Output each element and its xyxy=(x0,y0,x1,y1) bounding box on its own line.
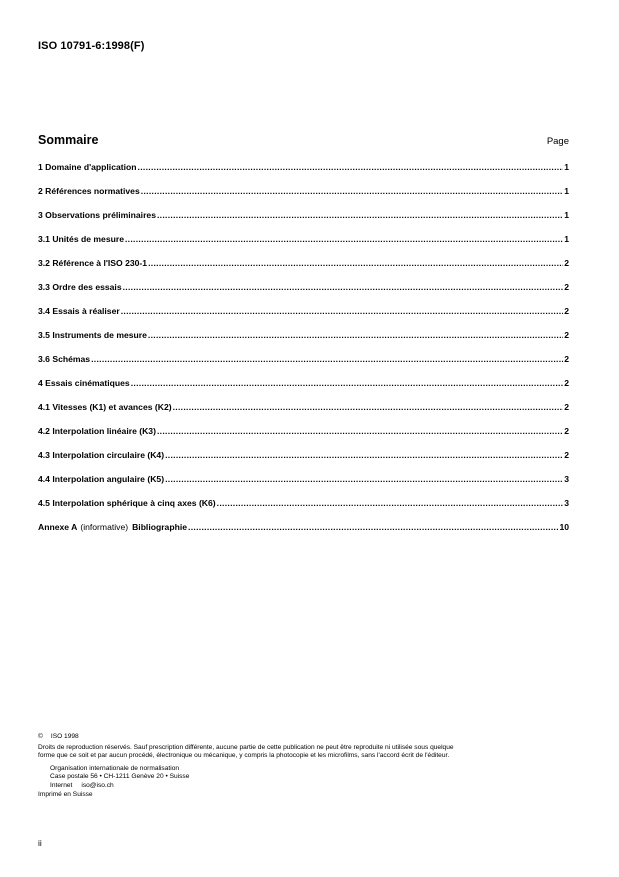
toc-entry-label: 3.6 Schémas xyxy=(38,354,91,364)
rights-statement-line-1: Droits de reproduction réservés. Sauf prescription différente, aucune partie de cette publication ne peut être reproduite ni utilisée sous quelque xyxy=(38,743,454,751)
toc-dot-leader xyxy=(125,234,563,245)
toc-dot-leader xyxy=(148,330,563,341)
toc-dot-leader xyxy=(91,354,563,365)
toc-entry-label: 1 Domaine d'application xyxy=(38,162,137,172)
toc-entry-page: 2 xyxy=(564,306,569,316)
toc-entry-page: 1 xyxy=(564,186,569,196)
document-id-header: ISO 10791-6:1998(F) xyxy=(38,40,145,52)
toc-entry[interactable] xyxy=(38,258,569,282)
toc-entry[interactable] xyxy=(38,162,569,186)
rights-statement-line-2: forme que ce soit et par aucun procédé, électronique ou mécanique, y compris la photocopie et les microfilms, sans l'accord écrit de l'éditeur. xyxy=(38,752,450,760)
toc-dot-leader xyxy=(165,474,563,485)
toc-dot-leader xyxy=(157,426,563,437)
annex-prefix: Annexe A xyxy=(38,522,78,532)
copyright-year: ISO 1998 xyxy=(50,733,79,740)
toc-entry[interactable] xyxy=(38,210,569,234)
internet-label: Internet xyxy=(50,781,73,789)
toc-entry-label: 4.2 Interpolation linéaire (K3) xyxy=(38,426,156,436)
toc-entry-page: 1 xyxy=(564,162,569,172)
toc-entry-label: 3.2 Référence à l'ISO 230-1 xyxy=(38,258,148,268)
toc-dot-leader xyxy=(123,282,564,293)
toc-dot-leader xyxy=(217,498,564,509)
internet-contact xyxy=(38,782,578,791)
toc-dot-leader xyxy=(148,258,563,269)
toc-dot-leader xyxy=(188,522,558,533)
toc-entry[interactable] xyxy=(38,450,569,474)
toc-entry-page: 3 xyxy=(564,498,569,508)
toc-entry-label: 3.3 Ordre des essais xyxy=(38,282,122,292)
toc-entry-page: 2 xyxy=(564,378,569,388)
toc-dot-leader xyxy=(141,186,563,197)
toc-entry[interactable] xyxy=(38,282,569,306)
toc-entry-page: 2 xyxy=(564,426,569,436)
toc-entry-label: 4.3 Interpolation circulaire (K4) xyxy=(38,450,165,460)
table-of-contents xyxy=(38,162,569,546)
toc-entry[interactable] xyxy=(38,306,569,330)
toc-entry-label: 3.1 Unités de mesure xyxy=(38,234,124,244)
toc-entry[interactable] xyxy=(38,498,569,522)
toc-entry-page: 2 xyxy=(564,402,569,412)
toc-entry-label: 3 Observations préliminaires xyxy=(38,210,156,220)
toc-heading-row xyxy=(38,133,569,147)
copyright-icon: © xyxy=(38,733,43,740)
toc-entry-page: 2 xyxy=(564,282,569,292)
toc-entry-label: 4.5 Interpolation sphérique à cinq axes (K6) xyxy=(38,498,216,508)
internet-email-link[interactable]: iso@iso.ch xyxy=(81,781,114,789)
toc-entry-label: 4.1 Vitesses (K1) et avances (K2) xyxy=(38,402,172,412)
toc-dot-leader xyxy=(138,162,564,173)
toc-entry-label: 4.4 Interpolation angulaire (K5) xyxy=(38,474,165,484)
toc-dot-leader xyxy=(131,378,564,389)
toc-entry[interactable] xyxy=(38,186,569,210)
copyright-block xyxy=(38,733,578,799)
toc-entry-page: 10 xyxy=(559,522,569,532)
toc-dot-leader xyxy=(157,210,563,221)
toc-entry-page: 2 xyxy=(564,450,569,460)
toc-entry-label: 4 Essais cinématiques xyxy=(38,378,130,388)
toc-entry-page: 2 xyxy=(564,330,569,340)
toc-title: Sommaire xyxy=(38,133,99,147)
toc-entry-page: 3 xyxy=(564,474,569,484)
organization-name: Organisation internationale de normalisation xyxy=(50,764,180,772)
toc-page-column-label: Page xyxy=(546,136,569,147)
printed-in: Imprimé en Suisse xyxy=(38,790,93,798)
annex-qualifier: (informative) xyxy=(80,522,129,532)
toc-dot-leader xyxy=(121,306,564,317)
toc-entry-label: 3.4 Essais à réaliser xyxy=(38,306,120,316)
toc-entry-page: 2 xyxy=(564,354,569,364)
toc-dot-leader xyxy=(173,402,564,413)
annex-title: Bibliographie xyxy=(132,522,188,532)
toc-entry-page: 1 xyxy=(564,234,569,244)
toc-entry[interactable] xyxy=(38,354,569,378)
page-number: ii xyxy=(38,838,42,848)
toc-entry[interactable] xyxy=(38,474,569,498)
toc-dot-leader xyxy=(165,450,563,461)
toc-entry[interactable] xyxy=(38,378,569,402)
copyright-year-row xyxy=(38,733,578,742)
toc-entry[interactable] xyxy=(38,234,569,258)
organization-address: Case postale 56 • CH-1211 Genève 20 • Suisse xyxy=(50,773,190,781)
toc-entry[interactable] xyxy=(38,426,569,450)
toc-entry-page: 2 xyxy=(564,258,569,268)
toc-entry-label xyxy=(38,522,187,533)
toc-entry[interactable] xyxy=(38,402,569,426)
toc-entry-label: 3.5 Instruments de mesure xyxy=(38,330,147,340)
toc-entry-page: 1 xyxy=(564,210,569,220)
toc-entry-annex[interactable] xyxy=(38,522,569,546)
toc-entry-label: 2 Références normatives xyxy=(38,186,140,196)
toc-entry[interactable] xyxy=(38,330,569,354)
